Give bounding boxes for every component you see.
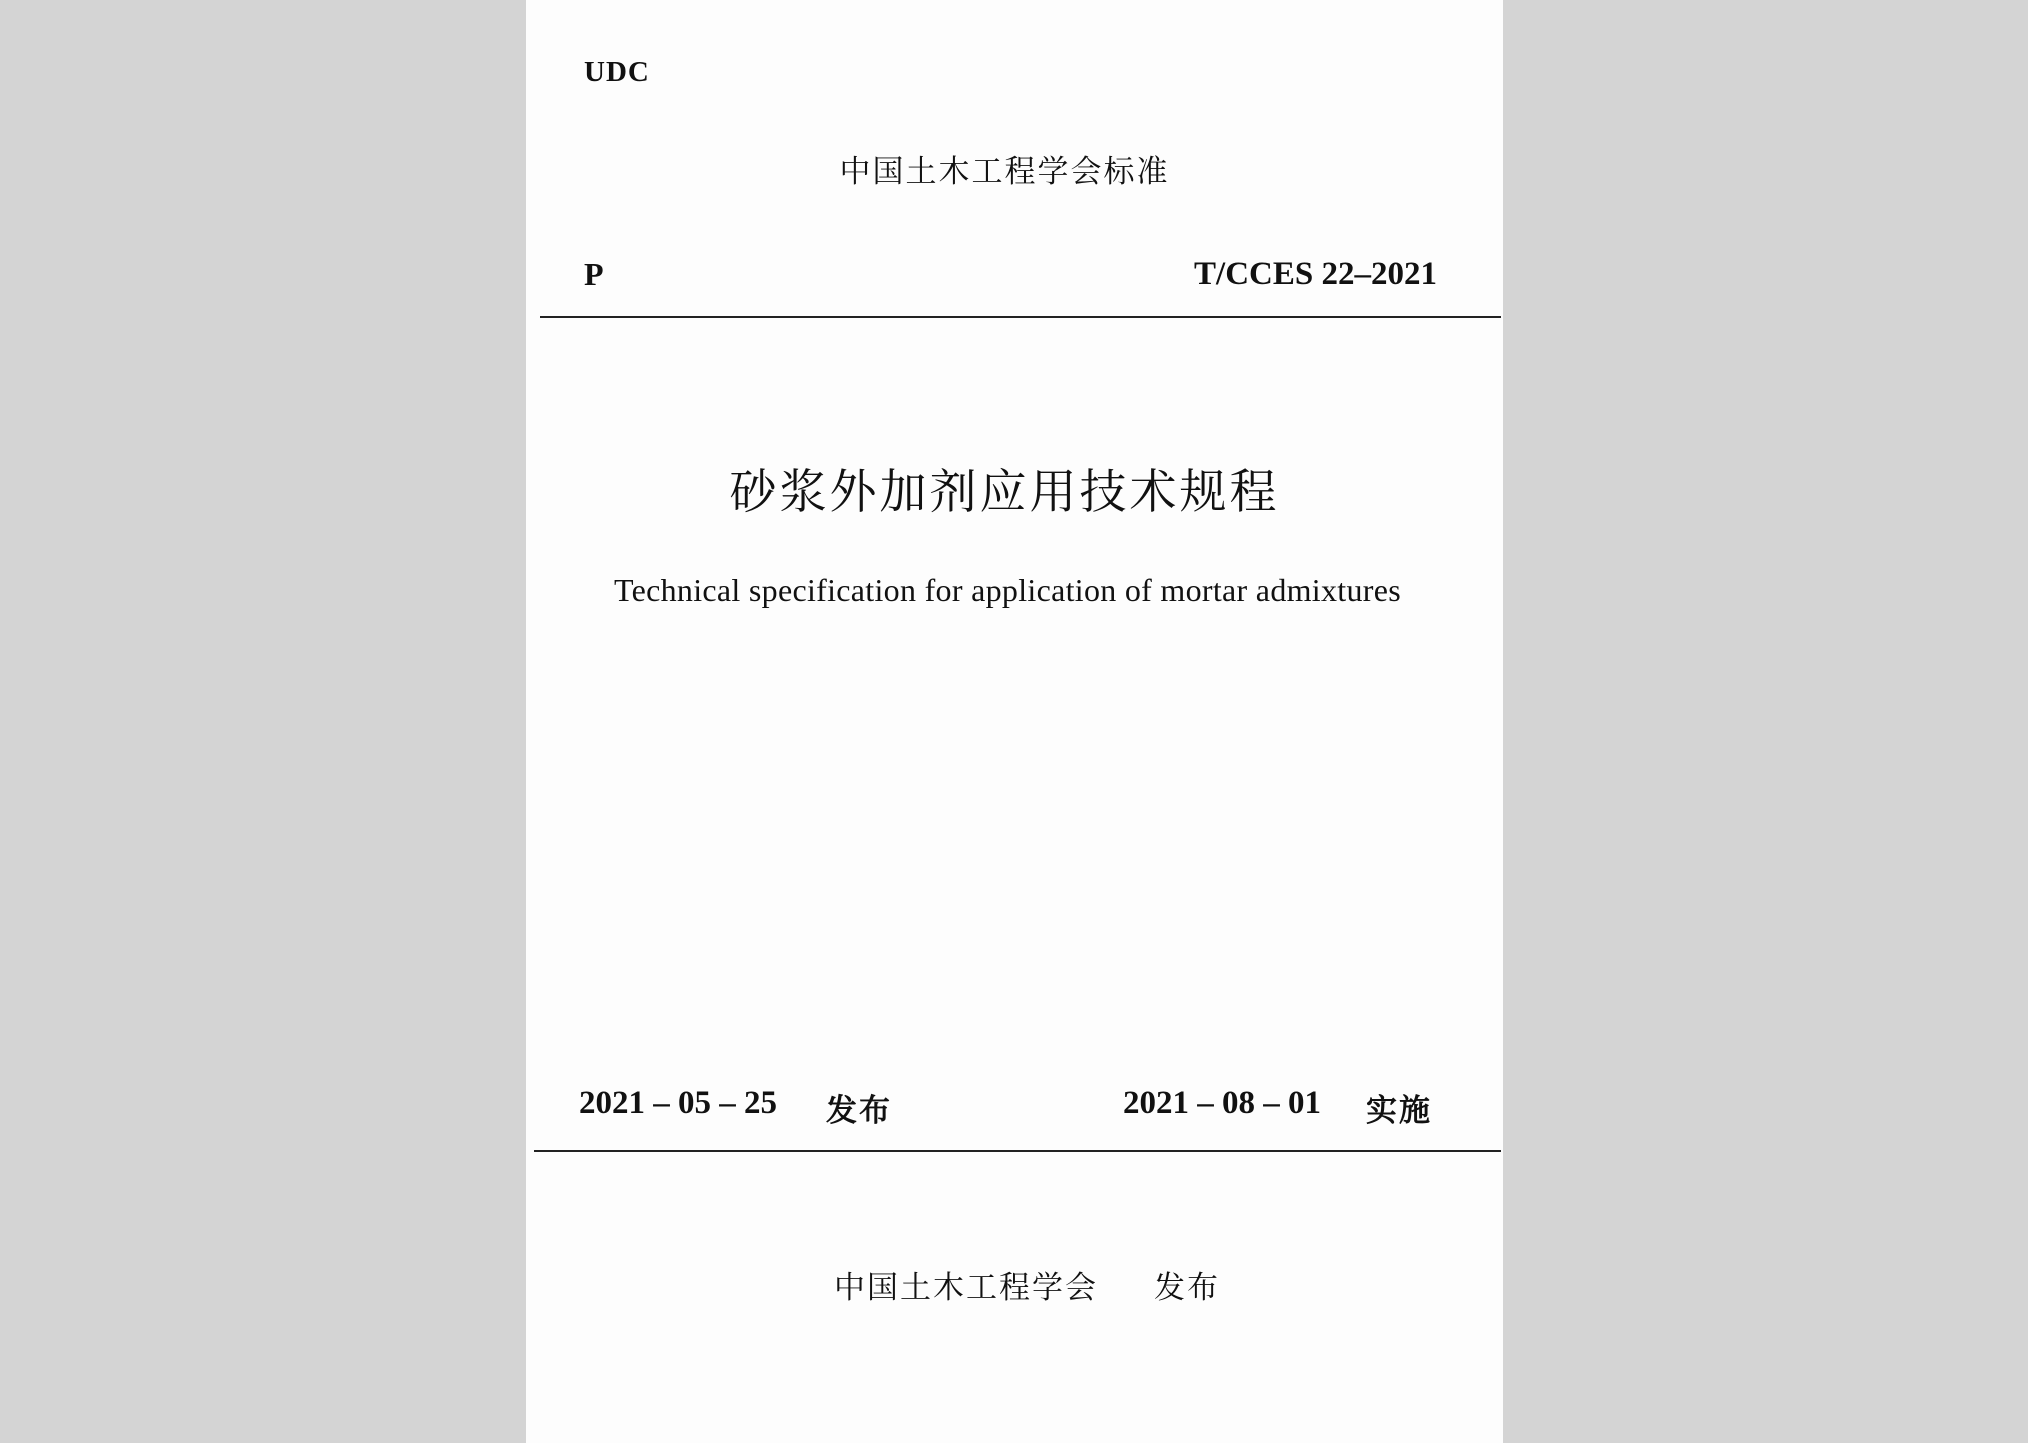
issue-label: 发布 [826, 1093, 892, 1129]
title-english: Technical specification for application of mortar admixtures [613, 572, 1401, 608]
bottom-divider [534, 1150, 1501, 1152]
publisher-name: 中国土木工程学会 [834, 1270, 1098, 1306]
publisher-label: 发布 [1154, 1270, 1220, 1306]
issue-date: 2021 – 05 – 25 [579, 1085, 777, 1121]
society-standard-heading: 中国土木工程学会标准 [839, 154, 1170, 190]
classification-code: P [584, 256, 604, 292]
implementation-label: 实施 [1366, 1093, 1432, 1129]
standard-number: T/CCES 22–2021 [1194, 256, 1437, 292]
udc-label: UDC [584, 56, 650, 88]
document-page [526, 0, 1503, 1443]
top-divider [540, 316, 1501, 318]
implementation-date: 2021 – 08 – 01 [1123, 1085, 1321, 1121]
title-chinese: 砂浆外加剂应用技术规程 [729, 465, 1280, 520]
